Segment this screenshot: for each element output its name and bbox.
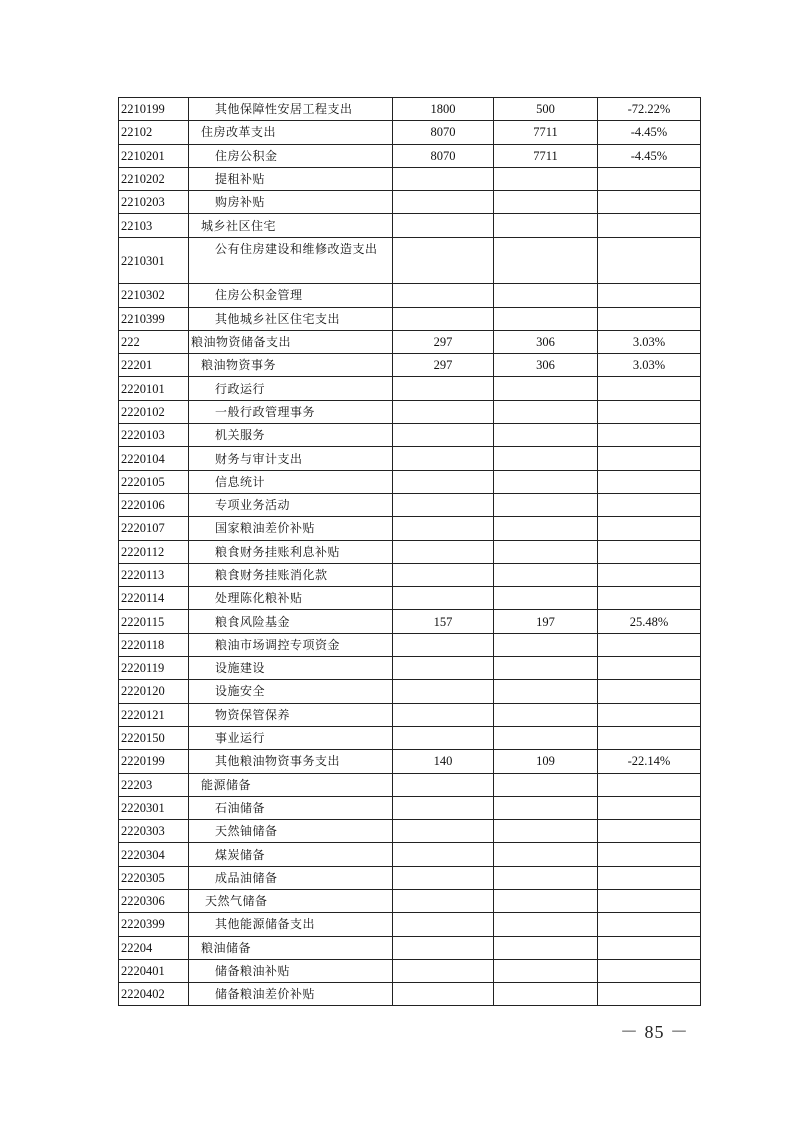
row-change-percent bbox=[598, 540, 701, 563]
row-change-percent bbox=[598, 587, 701, 610]
row-value-2 bbox=[494, 936, 598, 959]
row-change-percent bbox=[598, 866, 701, 889]
row-value-2 bbox=[494, 680, 598, 703]
row-change-percent bbox=[598, 773, 701, 796]
table-row bbox=[119, 167, 701, 190]
table-row bbox=[119, 633, 701, 656]
row-item-name: 储备粮油补贴 bbox=[189, 959, 393, 982]
row-item-name: 粮食财务挂账消化款 bbox=[189, 563, 393, 586]
table-row bbox=[119, 680, 701, 703]
row-value-2 bbox=[494, 773, 598, 796]
table-row bbox=[119, 866, 701, 889]
row-value-1 bbox=[393, 587, 494, 610]
row-change-percent bbox=[598, 680, 701, 703]
row-code: 22203 bbox=[119, 773, 189, 796]
row-code: 2220101 bbox=[119, 377, 189, 400]
row-value-2: 306 bbox=[494, 354, 598, 377]
row-code: 2220303 bbox=[119, 820, 189, 843]
row-value-2 bbox=[494, 959, 598, 982]
row-value-1 bbox=[393, 866, 494, 889]
row-value-2 bbox=[494, 657, 598, 680]
row-value-1 bbox=[393, 493, 494, 516]
row-value-1 bbox=[393, 447, 494, 470]
row-code: 2210399 bbox=[119, 307, 189, 330]
table-row bbox=[119, 657, 701, 680]
row-change-percent bbox=[598, 913, 701, 936]
row-value-2 bbox=[494, 447, 598, 470]
table-row bbox=[119, 517, 701, 540]
table-row bbox=[119, 284, 701, 307]
row-code: 2220305 bbox=[119, 866, 189, 889]
row-item-name: 其他保障性安居工程支出 bbox=[189, 98, 393, 121]
row-change-percent bbox=[598, 167, 701, 190]
row-code: 2220401 bbox=[119, 959, 189, 982]
row-item-name: 国家粮油差价补贴 bbox=[189, 517, 393, 540]
row-change-percent bbox=[598, 237, 701, 284]
row-value-1 bbox=[393, 680, 494, 703]
table-row bbox=[119, 890, 701, 913]
table-row bbox=[119, 307, 701, 330]
table-row bbox=[119, 98, 701, 121]
table-row bbox=[119, 121, 701, 144]
row-value-2 bbox=[494, 703, 598, 726]
row-item-name: 行政运行 bbox=[189, 377, 393, 400]
row-value-1 bbox=[393, 517, 494, 540]
row-item-name: 处理陈化粮补贴 bbox=[189, 587, 393, 610]
row-item-name: 机关服务 bbox=[189, 424, 393, 447]
row-code: 2220304 bbox=[119, 843, 189, 866]
row-item-name: 粮油储备 bbox=[189, 936, 393, 959]
row-code: 2220114 bbox=[119, 587, 189, 610]
table-row bbox=[119, 214, 701, 237]
table-row bbox=[119, 424, 701, 447]
row-value-1 bbox=[393, 843, 494, 866]
row-code: 22102 bbox=[119, 121, 189, 144]
row-value-2 bbox=[494, 377, 598, 400]
row-value-1 bbox=[393, 726, 494, 749]
row-value-1 bbox=[393, 563, 494, 586]
row-change-percent: -72.22% bbox=[598, 98, 701, 121]
table-row bbox=[119, 773, 701, 796]
row-code: 2210301 bbox=[119, 237, 189, 284]
row-value-2 bbox=[494, 820, 598, 843]
row-change-percent bbox=[598, 983, 701, 1006]
row-value-1: 157 bbox=[393, 610, 494, 633]
table-row bbox=[119, 237, 701, 284]
row-change-percent bbox=[598, 424, 701, 447]
row-change-percent: 3.03% bbox=[598, 330, 701, 353]
row-item-name: 能源储备 bbox=[189, 773, 393, 796]
row-value-1 bbox=[393, 703, 494, 726]
row-item-name: 专项业务活动 bbox=[189, 493, 393, 516]
row-value-1 bbox=[393, 959, 494, 982]
row-code: 2220106 bbox=[119, 493, 189, 516]
row-code: 2220112 bbox=[119, 540, 189, 563]
row-change-percent bbox=[598, 726, 701, 749]
row-value-2 bbox=[494, 284, 598, 307]
row-code: 2210203 bbox=[119, 191, 189, 214]
row-item-name: 提租补贴 bbox=[189, 167, 393, 190]
row-value-1: 140 bbox=[393, 750, 494, 773]
row-code: 2220102 bbox=[119, 400, 189, 423]
row-change-percent bbox=[598, 703, 701, 726]
row-change-percent bbox=[598, 400, 701, 423]
row-value-1 bbox=[393, 237, 494, 284]
row-change-percent: -22.14% bbox=[598, 750, 701, 773]
row-change-percent bbox=[598, 517, 701, 540]
budget-table bbox=[118, 97, 701, 1006]
row-change-percent bbox=[598, 633, 701, 656]
row-value-1 bbox=[393, 936, 494, 959]
row-value-2 bbox=[494, 517, 598, 540]
row-value-2 bbox=[494, 890, 598, 913]
row-value-2 bbox=[494, 400, 598, 423]
table-row bbox=[119, 191, 701, 214]
row-value-2 bbox=[494, 493, 598, 516]
row-code: 2220119 bbox=[119, 657, 189, 680]
table-row bbox=[119, 144, 701, 167]
row-code: 2220199 bbox=[119, 750, 189, 773]
row-item-name: 粮食财务挂账利息补贴 bbox=[189, 540, 393, 563]
row-code: 2220150 bbox=[119, 726, 189, 749]
row-item-name: 公有住房建设和维修改造支出 bbox=[189, 237, 393, 284]
row-item-name: 其他粮油物资事务支出 bbox=[189, 750, 393, 773]
row-item-name: 一般行政管理事务 bbox=[189, 400, 393, 423]
row-value-2: 109 bbox=[494, 750, 598, 773]
row-code: 2220107 bbox=[119, 517, 189, 540]
row-value-2 bbox=[494, 307, 598, 330]
table-row bbox=[119, 726, 701, 749]
row-value-2: 306 bbox=[494, 330, 598, 353]
row-item-name: 信息统计 bbox=[189, 470, 393, 493]
row-change-percent: -4.45% bbox=[598, 121, 701, 144]
row-value-1: 297 bbox=[393, 330, 494, 353]
row-value-1 bbox=[393, 983, 494, 1006]
table-row bbox=[119, 470, 701, 493]
row-value-1 bbox=[393, 820, 494, 843]
row-value-1 bbox=[393, 214, 494, 237]
row-item-name: 物资保管保养 bbox=[189, 703, 393, 726]
row-item-name: 煤炭储备 bbox=[189, 843, 393, 866]
row-value-1 bbox=[393, 890, 494, 913]
row-code: 22204 bbox=[119, 936, 189, 959]
row-item-name: 储备粮油差价补贴 bbox=[189, 983, 393, 1006]
row-value-1 bbox=[393, 424, 494, 447]
row-code: 2220121 bbox=[119, 703, 189, 726]
row-code: 2220306 bbox=[119, 890, 189, 913]
table-row bbox=[119, 587, 701, 610]
row-item-name: 财务与审计支出 bbox=[189, 447, 393, 470]
page-number: － 85 － bbox=[620, 1022, 689, 1042]
table-row bbox=[119, 983, 701, 1006]
row-code: 2220104 bbox=[119, 447, 189, 470]
budget-table-body bbox=[119, 98, 701, 1006]
row-change-percent bbox=[598, 447, 701, 470]
table-row bbox=[119, 820, 701, 843]
row-value-1: 1800 bbox=[393, 98, 494, 121]
row-value-2 bbox=[494, 983, 598, 1006]
row-value-2 bbox=[494, 587, 598, 610]
row-value-1 bbox=[393, 540, 494, 563]
table-row bbox=[119, 354, 701, 377]
table-row bbox=[119, 493, 701, 516]
row-change-percent bbox=[598, 820, 701, 843]
row-change-percent bbox=[598, 890, 701, 913]
row-value-2 bbox=[494, 167, 598, 190]
row-value-2 bbox=[494, 540, 598, 563]
row-value-1 bbox=[393, 633, 494, 656]
row-item-name: 天然气储备 bbox=[189, 890, 393, 913]
row-item-name: 成品油储备 bbox=[189, 866, 393, 889]
row-item-name: 粮油物资储备支出 bbox=[189, 330, 393, 353]
row-value-1 bbox=[393, 307, 494, 330]
table-row bbox=[119, 540, 701, 563]
table-row bbox=[119, 913, 701, 936]
row-code: 2220301 bbox=[119, 796, 189, 819]
row-code: 2220399 bbox=[119, 913, 189, 936]
row-code: 2220402 bbox=[119, 983, 189, 1006]
row-code: 2220115 bbox=[119, 610, 189, 633]
row-change-percent bbox=[598, 796, 701, 819]
row-value-2 bbox=[494, 424, 598, 447]
row-value-2 bbox=[494, 796, 598, 819]
row-item-name: 住房改革支出 bbox=[189, 121, 393, 144]
row-item-name: 粮油物资事务 bbox=[189, 354, 393, 377]
row-value-1: 297 bbox=[393, 354, 494, 377]
row-change-percent: 25.48% bbox=[598, 610, 701, 633]
table-row bbox=[119, 610, 701, 633]
row-item-name: 粮食风险基金 bbox=[189, 610, 393, 633]
row-change-percent bbox=[598, 307, 701, 330]
table-row bbox=[119, 447, 701, 470]
row-item-name: 购房补贴 bbox=[189, 191, 393, 214]
row-change-percent bbox=[598, 563, 701, 586]
row-value-2 bbox=[494, 843, 598, 866]
row-code: 22201 bbox=[119, 354, 189, 377]
row-change-percent bbox=[598, 214, 701, 237]
row-value-1 bbox=[393, 377, 494, 400]
row-change-percent bbox=[598, 377, 701, 400]
row-value-1 bbox=[393, 773, 494, 796]
row-change-percent: -4.45% bbox=[598, 144, 701, 167]
row-change-percent bbox=[598, 959, 701, 982]
row-item-name: 设施安全 bbox=[189, 680, 393, 703]
row-value-1 bbox=[393, 657, 494, 680]
row-value-1 bbox=[393, 284, 494, 307]
table-row bbox=[119, 796, 701, 819]
row-value-2: 7711 bbox=[494, 121, 598, 144]
table-row bbox=[119, 959, 701, 982]
row-item-name: 天然铀储备 bbox=[189, 820, 393, 843]
row-code: 2210201 bbox=[119, 144, 189, 167]
row-value-2 bbox=[494, 191, 598, 214]
row-code: 2220118 bbox=[119, 633, 189, 656]
row-change-percent bbox=[598, 284, 701, 307]
row-value-2 bbox=[494, 726, 598, 749]
row-value-1 bbox=[393, 470, 494, 493]
row-value-2 bbox=[494, 633, 598, 656]
row-value-2 bbox=[494, 563, 598, 586]
row-code: 2220105 bbox=[119, 470, 189, 493]
table-row bbox=[119, 563, 701, 586]
row-change-percent bbox=[598, 493, 701, 516]
table-row bbox=[119, 400, 701, 423]
row-item-name: 城乡社区住宅 bbox=[189, 214, 393, 237]
row-code: 2220103 bbox=[119, 424, 189, 447]
table-row bbox=[119, 377, 701, 400]
row-item-name: 住房公积金 bbox=[189, 144, 393, 167]
row-value-2 bbox=[494, 214, 598, 237]
row-code: 2210302 bbox=[119, 284, 189, 307]
row-change-percent bbox=[598, 191, 701, 214]
row-item-name: 粮油市场调控专项资金 bbox=[189, 633, 393, 656]
row-value-1 bbox=[393, 796, 494, 819]
table-row bbox=[119, 750, 701, 773]
row-value-2: 500 bbox=[494, 98, 598, 121]
row-value-2 bbox=[494, 237, 598, 284]
row-value-1 bbox=[393, 191, 494, 214]
row-code: 2220120 bbox=[119, 680, 189, 703]
row-value-2: 7711 bbox=[494, 144, 598, 167]
row-item-name: 石油储备 bbox=[189, 796, 393, 819]
table-row bbox=[119, 936, 701, 959]
row-code: 22103 bbox=[119, 214, 189, 237]
row-value-1 bbox=[393, 913, 494, 936]
row-code: 2210202 bbox=[119, 167, 189, 190]
row-item-name: 住房公积金管理 bbox=[189, 284, 393, 307]
row-item-name: 设施建设 bbox=[189, 657, 393, 680]
row-value-2 bbox=[494, 470, 598, 493]
row-code: 222 bbox=[119, 330, 189, 353]
row-change-percent bbox=[598, 657, 701, 680]
row-code: 2210199 bbox=[119, 98, 189, 121]
row-change-percent: 3.03% bbox=[598, 354, 701, 377]
table-row bbox=[119, 703, 701, 726]
table-row bbox=[119, 330, 701, 353]
row-value-1 bbox=[393, 400, 494, 423]
row-code: 2220113 bbox=[119, 563, 189, 586]
row-change-percent bbox=[598, 470, 701, 493]
row-value-2 bbox=[494, 866, 598, 889]
row-change-percent bbox=[598, 936, 701, 959]
row-item-name: 事业运行 bbox=[189, 726, 393, 749]
row-value-2: 197 bbox=[494, 610, 598, 633]
row-value-2 bbox=[494, 913, 598, 936]
row-value-1 bbox=[393, 167, 494, 190]
row-item-name: 其他城乡社区住宅支出 bbox=[189, 307, 393, 330]
row-change-percent bbox=[598, 843, 701, 866]
row-value-1: 8070 bbox=[393, 144, 494, 167]
row-value-1: 8070 bbox=[393, 121, 494, 144]
row-item-name: 其他能源储备支出 bbox=[189, 913, 393, 936]
table-row bbox=[119, 843, 701, 866]
